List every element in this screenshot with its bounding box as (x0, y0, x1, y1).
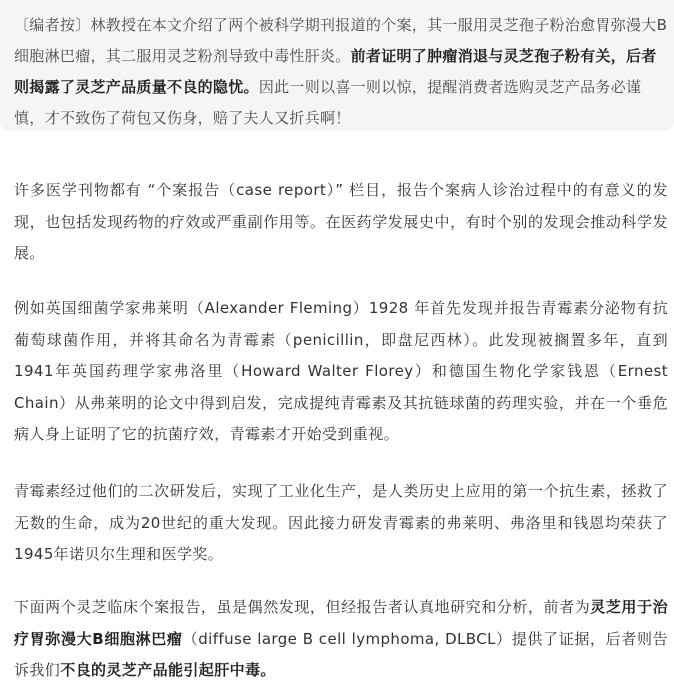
paragraph-text: 下面两个灵芝临床个案报告，虽是偶然发现，但经报告者认真地研究和分析，前者为 (14, 598, 591, 616)
editor-note-box (0, 0, 674, 131)
paragraph-penicillin-nobel (14, 476, 668, 571)
paragraph-highlight-dlbcl: 灵芝用于治疗胃弥漫大B细胞淋巴瘤 (14, 598, 668, 648)
editor-note-highlight: 前者证明了肿瘤消退与灵芝孢子粉有关，后者则揭露了灵芝产品质量不良的隐忧。 (14, 47, 657, 96)
paragraph-penicillin-history (14, 293, 668, 451)
editor-note-text: 〔编者按〕林教授在本文介绍了两个被科学期刊报道的个案，其一服用灵芝孢子粉治愈胃弥漫大B细胞淋巴瘤，其二服用灵芝粉剂导致中毒性肝炎。 (14, 16, 668, 65)
paragraph-text: 例如英国细菌学家弗莱明（Alexander Fleming）1928 年首先发现并报告青霉素分泌物有抗葡萄球菌作用，并将其命名为青霉素（penicillin，即盘尼西林）。此发现被搁置多年，直到1941年英国药理学家弗洛里（Howard Walter Florey）和德国生物化学家钱恩（Ernest Chain）从弗莱明的论文中得到启发，完成提纯青霉素及其抗链球菌的药理实验，并在一个垂危病人身上证明了它的抗菌疗效，青霉素才开始受到重视。 (14, 299, 668, 443)
editor-note-text-end: 因此一则以喜一则以惊，提醒消费者选购灵芝产品务必谨慎，才不致伤了荷包又伤身，赔了夫人又折兵啊！ (14, 78, 642, 127)
paragraph-text: 青霉素经过他们的二次研发后，实现了工业化生产，是人类历史上应用的第一个抗生素，拯救了无数的生命，成为20世纪的重大发现。因此接力研发青霉素的弗莱明、弗洛里和钱恩均荣获了1945年诺贝尔生理和医学奖。 (14, 482, 668, 563)
paragraph-text-middle: （diffuse large B cell lymphoma, DLBCL）提供了证据，后者则告诉我们 (14, 629, 668, 679)
paragraph-text: 许多医学刊物都有 “个案报告（case report）” 栏目，报告个案病人诊治过程中的有意义的发现，也包括发现药物的疗效或严重副作用等。在医药学发展史中，有时个别的发现会推动科学发展。 (14, 181, 668, 262)
paragraph-highlight-liver: 不良的灵芝产品能引起肝中毒。 (60, 661, 276, 679)
paragraph-lingzhi-cases (14, 592, 668, 687)
paragraph-case-report-intro (14, 175, 668, 270)
